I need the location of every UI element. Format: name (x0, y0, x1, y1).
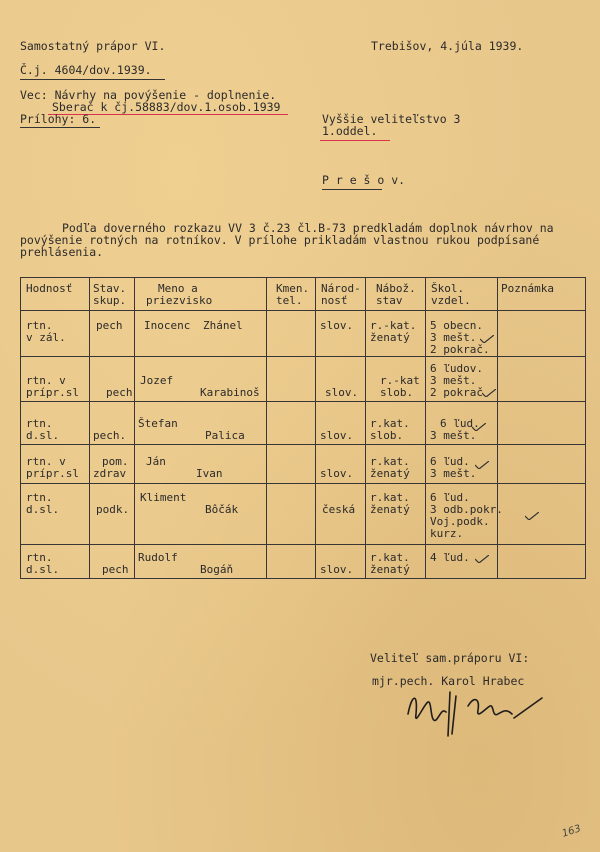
check-mark-icon (472, 423, 486, 431)
row5-rel-1: r.kat. (370, 491, 410, 504)
table-col-rule (266, 277, 267, 579)
recipient-line-2: 1.oddel. (322, 124, 378, 138)
header-kmen-2: tel. (276, 294, 303, 307)
city-underline (322, 189, 382, 190)
row2-rel-2: slob. (380, 386, 414, 399)
table-rule (20, 444, 586, 445)
table-rule (20, 356, 586, 357)
row5-edu-2: 3 odb.pokr. (430, 503, 503, 516)
row5-rank-2: d.sl. (26, 503, 60, 516)
row3-rank-1: rtn. (26, 417, 53, 430)
destination-city: P r e š o v. (322, 173, 406, 187)
row3-group: pech. (93, 429, 127, 442)
row1-last: Zhánel (203, 319, 243, 332)
header-rel-1: Nábož. (376, 282, 416, 295)
row6-nat: slov. (320, 563, 354, 576)
row2-rel-1: r.-kat (380, 374, 420, 387)
header-name-2: priezvisko (146, 294, 213, 307)
table-rule (20, 483, 586, 484)
table-col-rule (365, 277, 366, 579)
header-nat-2: nosť (321, 294, 348, 307)
row5-last: Bôčák (205, 503, 239, 516)
signature-title: Veliteľ sam.práporu VI: (370, 651, 530, 665)
header-edu-1: Škol. (431, 282, 465, 295)
body-line-1: Podľa doverného rozkazu VV 3 č.23 čl.B-73 predkladám doplnok návrhov na (62, 221, 554, 235)
row3-first: Štefan (138, 417, 178, 430)
row4-rank-1: rtn. v (26, 455, 66, 468)
row4-group-2: zdrav (93, 467, 127, 480)
row4-rel-1: r.kat. (370, 455, 410, 468)
row2-first: Jozef (140, 374, 174, 387)
row4-edu-2: 3 mešt. (430, 467, 477, 480)
check-mark-icon (525, 512, 539, 520)
row4-first: Ján (146, 455, 166, 468)
handwritten-signature (402, 684, 552, 746)
candidates-table (20, 277, 586, 579)
row5-edu-3: Voj.podk. (430, 515, 490, 528)
unit-name: Samostatný prápor VI. (20, 39, 166, 53)
row2-edu-2: 3 mešt. (430, 374, 477, 387)
header-edu-2: vzdel. (431, 294, 471, 307)
table-col-rule (134, 277, 135, 579)
row1-edu-1: 5 obecn. (430, 319, 483, 332)
table-col-rule (497, 277, 498, 579)
row6-rank-1: rtn. (26, 551, 53, 564)
row1-rel-2: ženatý (370, 331, 410, 344)
row6-rel-1: r.kat. (370, 551, 410, 564)
check-mark-icon (480, 335, 494, 343)
red-underline-recipient (320, 140, 390, 141)
row3-rel-1: r.kat. (370, 417, 410, 430)
row3-nat: slov. (320, 429, 354, 442)
check-mark-icon (482, 389, 496, 397)
table-col-rule (89, 277, 90, 579)
reference-number: Č.j. 4604/dov.1939. (20, 63, 152, 77)
row1-edu-2: 3 mešt. (430, 331, 477, 344)
table-col-rule (20, 277, 21, 579)
row2-nat: slov. (325, 386, 359, 399)
row1-rank-2: v zál. (26, 331, 66, 344)
row5-rel-2: ženatý (370, 503, 410, 516)
row1-first: Inocenc (144, 319, 191, 332)
check-mark-icon (475, 461, 489, 469)
row5-edu-4: kurz. (430, 527, 464, 540)
row4-edu-1: 6 ľud. (430, 455, 470, 468)
header-kmen-1: Kmen. (276, 282, 310, 295)
row1-rel-1: r.-kat. (370, 319, 417, 332)
row6-group: pech (102, 563, 129, 576)
row6-edu-1: 4 ľud. (430, 551, 470, 564)
body-line-3: prehlásenia. (20, 245, 104, 259)
row4-rank-2: prípr.sl (26, 467, 79, 480)
table-rule (20, 401, 586, 402)
row4-rel-2: ženatý (370, 467, 410, 480)
signature-name: mjr.pech. Karol Hrabec (372, 674, 525, 688)
attachments: Prílohy: 6. (20, 112, 97, 126)
place-date: Trebišov, 4.júla 1939. (371, 39, 524, 53)
row2-group: pech (106, 386, 133, 399)
row3-last: Palica (205, 429, 245, 442)
header-rank: Hodnosť (26, 282, 73, 295)
recipient-line-1: Vyššie veliteľstvo 3 (322, 112, 461, 126)
row1-rank-1: rtn. (26, 319, 53, 332)
header-rel-2: stav (376, 294, 403, 307)
row2-edu-1: 6 ľudov. (430, 362, 483, 375)
row4-group-1: pom. (102, 455, 129, 468)
row6-rel-2: ženatý (370, 563, 410, 576)
row4-nat: slov. (320, 467, 354, 480)
body-line-2: povýšenie rotných na rotníkov. V prílohe prikladám vlastnou rukou podpísané (20, 233, 540, 247)
row6-first: Rudolf (138, 551, 178, 564)
check-mark-icon (475, 555, 489, 563)
row5-first: Kliment (140, 491, 187, 504)
table-rule (20, 544, 586, 545)
subject-line-1: Vec: Návrhy na povýšenie - doplnenie. (20, 88, 277, 102)
row1-nat: slov. (320, 319, 354, 332)
row1-edu-3: 2 pokrač. (430, 343, 490, 356)
row5-nat: česká (322, 503, 356, 516)
table-rule (20, 310, 586, 311)
header-name-1: Meno a (158, 282, 198, 295)
row4-last: Ivan (196, 467, 223, 480)
row3-edu-1: 6 ľud. (440, 417, 480, 430)
table-col-rule (585, 277, 586, 579)
row2-edu-3: 2 pokrač (430, 386, 483, 399)
row2-rank-2: prípr.sl (26, 386, 79, 399)
row1-group: pech (96, 319, 123, 332)
subject-line-2: Sberač k čj.58883/dov.1.osob.1939 (52, 100, 281, 114)
header-group-2: skup. (93, 294, 127, 307)
row5-rank-1: rtn. (26, 491, 53, 504)
row5-edu-1: 6 ľud. (430, 491, 470, 504)
row3-rel-2: slob. (370, 429, 404, 442)
header-note: Poznámka (501, 282, 554, 295)
ref-underline (20, 79, 165, 80)
table-col-rule (425, 277, 426, 579)
table-rule (20, 277, 586, 278)
header-group-1: Stav. (93, 282, 127, 295)
row6-last: Bogáň (200, 563, 234, 576)
row5-group: podk. (96, 503, 130, 516)
header-nat-1: Národ- (321, 282, 361, 295)
row2-last: Karabinoš (200, 386, 260, 399)
row3-rank-2: d.sl. (26, 429, 60, 442)
table-col-rule (315, 277, 316, 579)
row3-edu-2: 3 mešt. (430, 429, 477, 442)
attachments-underline (20, 127, 100, 128)
row2-rank-1: rtn. v (26, 374, 66, 387)
row6-rank-2: d.sl. (26, 563, 60, 576)
table-rule (20, 578, 586, 579)
page-number: 163 (560, 823, 583, 840)
